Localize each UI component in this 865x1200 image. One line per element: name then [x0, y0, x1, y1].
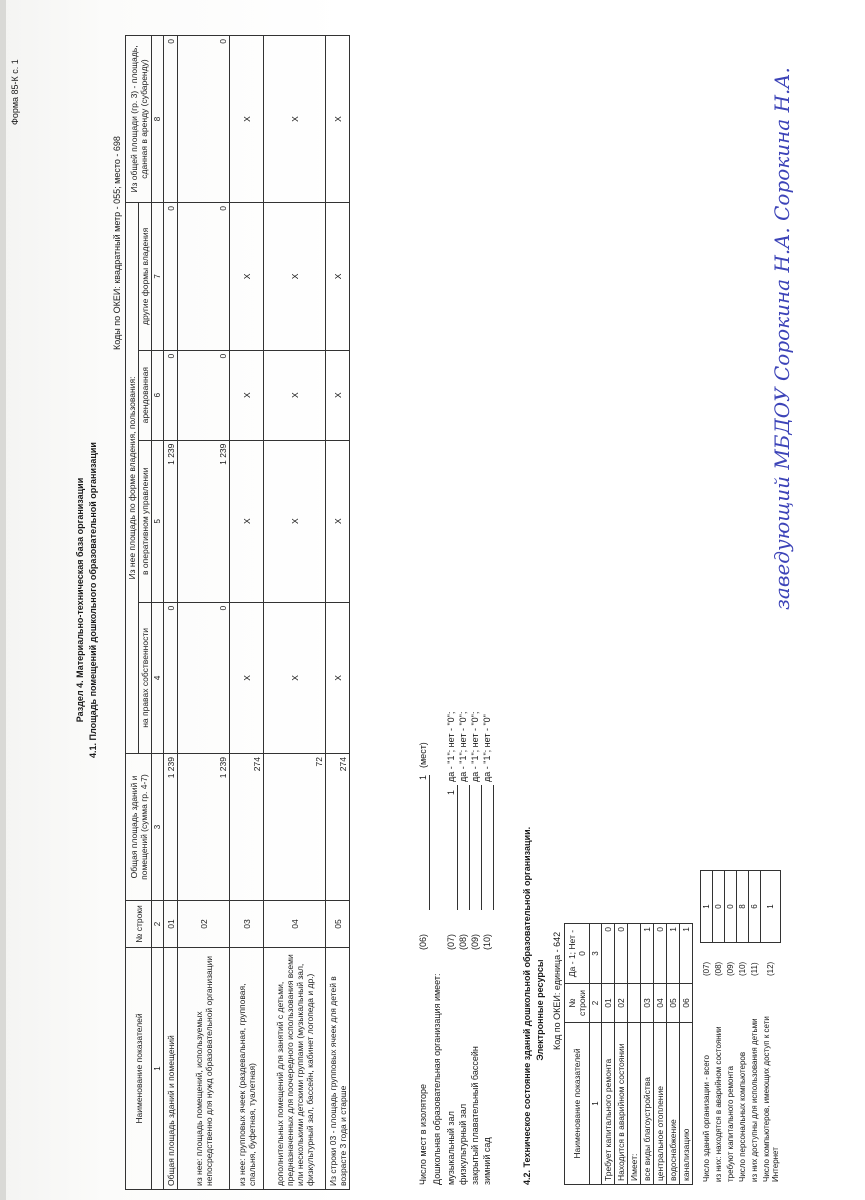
facility-hint: да - "1"; нет - "0": [482, 714, 492, 782]
section-subtitle: 4.1. Площадь помещений дошкольного образовательной организации: [88, 442, 98, 758]
row-total: 72: [264, 754, 326, 901]
fill-line: [429, 775, 430, 910]
tech-header-name: Наименование показателей: [565, 1023, 590, 1185]
list-item: Число зданий организации - всего (07) 1: [701, 871, 713, 1186]
table-row: канализацию 06 1: [680, 924, 693, 1185]
row-sub: X: [230, 36, 264, 203]
row-other: X: [230, 203, 264, 351]
colnum: 5: [152, 440, 164, 602]
column-numbers-row: [152, 36, 164, 1190]
list-item: Число персональных компьютеров (10) 8: [737, 871, 749, 1186]
header-total: Общая площадь зданий и помещений (сумма гр. 4-7): [126, 754, 152, 901]
header-ownership-group: Из нее площадь по форме владения, пользования:: [126, 203, 139, 754]
form-label: Форма 85-К с. 1: [10, 59, 20, 125]
row-other: X: [326, 203, 350, 351]
table-row: центральное отопление 04 0: [654, 924, 667, 1185]
colnum: 2: [590, 984, 602, 1023]
row-name: из нее: площадь помещений, используемых непосредственно для нужд образовательной организации: [178, 948, 230, 1190]
tech-okei-code: Код по ОКЕИ: единица - 642: [552, 931, 562, 1050]
isolator-code: (06): [418, 933, 428, 950]
tech-state-title: 4.2. Техническое состояние зданий дошкольной образовательной организации.: [522, 826, 532, 1185]
isolator-label: Число мест в изоляторе: [418, 1083, 428, 1185]
row-oper: X: [264, 440, 326, 602]
row-sub: X: [264, 36, 326, 203]
area-table: [125, 35, 350, 1190]
area-table-header: [126, 36, 139, 1190]
row-sub: 0: [164, 36, 178, 203]
fill-line: [457, 785, 458, 910]
row-no: 03: [230, 901, 264, 948]
table-row: водоснабжение 05 1: [667, 924, 680, 1185]
facility-hint: да - "1"; нет - "0";: [470, 711, 480, 782]
row-name: из нее: групповых ячеек (раздевальная, групповая, спальня, буфетная, туалетная): [230, 948, 264, 1190]
handwritten-signature: заведующий МБДОУ Сорокина Н.А. Сорокина Н.А.: [770, 67, 794, 610]
facility-code: (10): [482, 933, 492, 950]
isolator-unit: (мест): [418, 742, 428, 768]
facility-hint: да - "1"; нет - "0";: [458, 711, 468, 782]
row-total: 274: [230, 754, 264, 901]
colnum: 7: [152, 203, 164, 351]
colnum: 3: [590, 924, 602, 984]
fill-line: [469, 785, 470, 910]
row-name: дополнительных помещений для занятий с детьми, предназначенных для поочередного использования всеми или несколькими детскими группами (музыкальный зал, физкультурный зал, бассейн, кабинет логопеда и др.): [264, 948, 326, 1190]
table-row: Требует капитального ремонта 01 0: [602, 924, 615, 1185]
colnum: 1: [590, 1023, 602, 1185]
row-oper: 1 239: [164, 440, 178, 602]
row-own: 0: [178, 602, 230, 753]
header-operational: в оперативном управлении: [139, 440, 152, 602]
colnum: 6: [152, 350, 164, 440]
row-own: 0: [164, 602, 178, 753]
tech-state-subtitle: Электронные ресурсы: [535, 959, 545, 1061]
fill-line: [493, 785, 494, 910]
row-other: 0: [178, 203, 230, 351]
facility-value: 1: [446, 789, 456, 795]
row-own: X: [264, 602, 326, 753]
computer-counts-table: [700, 870, 781, 1185]
row-rent: 0: [164, 350, 178, 440]
table-row: [264, 36, 326, 1190]
row-name: Из строки 03 - площадь групповых ячеек для детей в возрасте 3 года и старше: [326, 948, 350, 1190]
table-row: [326, 36, 350, 1190]
facility-name: музыкальный зал: [446, 1111, 456, 1185]
facility-code: (09): [470, 933, 480, 950]
fill-line: [481, 785, 482, 910]
row-rent: X: [326, 350, 350, 440]
tech-header-no: № строки: [565, 984, 590, 1023]
facility-hint: да - "1"; нет - "0";: [446, 711, 456, 782]
colnum: 2: [152, 901, 164, 948]
facility-code: (07): [446, 933, 456, 950]
row-own: X: [326, 602, 350, 753]
okei-codes: Коды по ОКЕИ: квадратный метр - 055; место - 698: [112, 136, 122, 350]
row-no: 02: [178, 901, 230, 948]
header-other: другие формы владения: [139, 203, 152, 351]
facility-name: закрытый плавательный бассейн: [470, 1046, 480, 1185]
table-row: все виды благоустройства 03 1: [641, 924, 654, 1185]
isolator-value: 1: [418, 774, 428, 780]
row-no: 04: [264, 901, 326, 948]
row-no: 05: [326, 901, 350, 948]
colnum: 8: [152, 36, 164, 203]
facility-name: зимний сад: [482, 1137, 492, 1185]
row-total: 1 239: [164, 754, 178, 901]
facility-code: (08): [458, 933, 468, 950]
row-no: 01: [164, 901, 178, 948]
row-oper: X: [230, 440, 264, 602]
header-name: Наименование показателей: [126, 948, 152, 1190]
row-rent: X: [230, 350, 264, 440]
row-total: 1 239: [178, 754, 230, 901]
tech-state-table: [564, 923, 693, 1185]
row-other: X: [264, 203, 326, 351]
table-row: [164, 36, 178, 1190]
colnum: 4: [152, 602, 164, 753]
row-oper: X: [326, 440, 350, 602]
row-own: X: [230, 602, 264, 753]
tech-header-value: Да - 1; Нет - 0: [565, 924, 590, 984]
header-sublease: Из общей площади (гр. 3) - площадь, сданная в аренду (субаренду): [126, 36, 152, 203]
row-total: 274: [326, 754, 350, 901]
row-oper: 1 239: [178, 440, 230, 602]
table-row: [230, 36, 264, 1190]
table-row: Имеет:: [628, 924, 641, 1185]
list-item: из них: находятся в аварийном состоянии (08) 0: [713, 871, 725, 1186]
row-other: 0: [164, 203, 178, 351]
section-title: Раздел 4. Материально-техническая база организации: [75, 477, 85, 723]
header-line-no: № строки: [126, 901, 152, 948]
header-own: на правах собственности: [139, 602, 152, 753]
colnum: 1: [152, 948, 164, 1190]
list-item: требуют капитального ремонта (09) 0: [725, 871, 737, 1186]
facility-name: физкультурный зал: [458, 1103, 468, 1185]
list-item: Число компьютеров, имеющих доступ к сети Интернет (12) 1: [761, 871, 781, 1186]
facilities-label: Дошкольная образовательная организация имеет:: [432, 973, 442, 1185]
header-rent: арендованная: [139, 350, 152, 440]
table-row: [178, 36, 230, 1190]
row-sub: 0: [178, 36, 230, 203]
row-rent: 0: [178, 350, 230, 440]
table-row: Находится в аварийном состоянии 02 0: [615, 924, 628, 1185]
list-item: из них доступны для использования детьми (11) 6: [749, 871, 761, 1186]
row-rent: X: [264, 350, 326, 440]
row-name: Общая площадь зданий и помещений: [164, 948, 178, 1190]
row-sub: X: [326, 36, 350, 203]
colnum: 3: [152, 754, 164, 901]
